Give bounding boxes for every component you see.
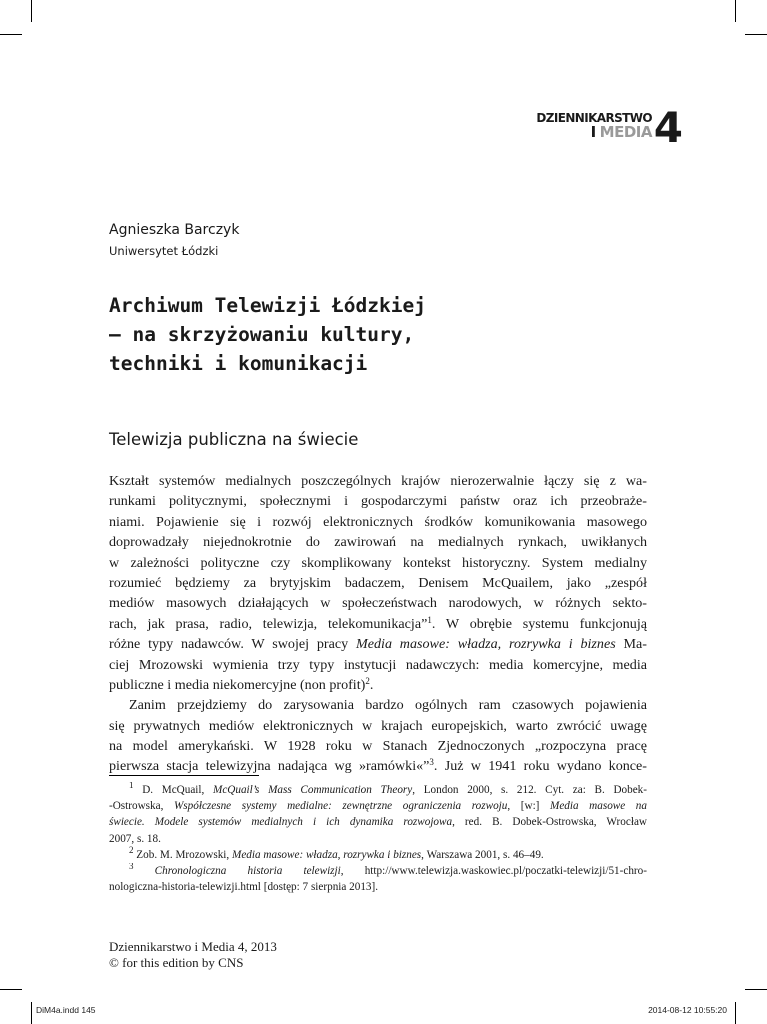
body-text: .	[369, 676, 374, 693]
body-text: . W obrębie systemu funkcjonują	[431, 615, 647, 632]
footnote-line	[109, 863, 647, 879]
author-name: Agnieszka Barczyk	[109, 222, 240, 238]
footnote-italic: Media masowe: władza, rozrywka i biznes	[232, 848, 422, 861]
title-line: techniki i komunikacji	[109, 352, 368, 375]
body-line: na model amerykański. W 1928 roku w Stanach Zjednoczonych „rozpoczyna pracę	[109, 738, 647, 755]
body-line: mediów masowych działających w społeczeństwach narodowych, w różnych sekto-	[109, 595, 647, 612]
section-heading: Telewizja publiczna na świecie	[109, 430, 359, 449]
footnote-url[interactable]: , http://www.telewizja.waskowiec.pl/poczatki-telewizji/51-chro-	[340, 864, 647, 877]
body-line: rozumieć będziemy za brytyjskim badaczem, Denisem McQuailem, jako „zespół	[109, 574, 647, 591]
footnote-ref[interactable]: 1	[427, 614, 432, 625]
footnote-italic: McQuail’s Mass Communication Theory	[213, 784, 413, 796]
footnote-italic: Chronologiczna historia telewizji	[154, 864, 341, 877]
article-title	[109, 291, 629, 378]
slug-filename: DiM4a.indd 145	[36, 1005, 96, 1015]
article-body	[109, 471, 647, 777]
body-line: runkami politycznymi, społecznymi i gospodarczymi państw oraz ich przeobraże-	[109, 493, 647, 510]
page-footer	[109, 939, 277, 971]
body-line	[109, 756, 647, 776]
footnote-text: , London 2000, s. 212. Cyt. za: B. Dobek-	[412, 784, 647, 796]
crop-mark	[745, 989, 767, 990]
body-line: się prywatnych mediów elektronicznych w krajach europejskich, warto zwrócić uwagę	[109, 717, 647, 734]
footer-journal: Dziennikarstwo i Media 4, 2013	[109, 939, 277, 954]
body-line	[109, 675, 647, 695]
author-affiliation: Uniwersytet Łódzki	[109, 244, 219, 258]
book-title: Media masowe: władza, rozrywka i biznes	[355, 636, 616, 653]
crop-mark	[0, 34, 22, 35]
crop-mark	[735, 0, 736, 22]
footnote-italic: świecie. Modele systemów medialnych i ich dynamika rozwojowa	[109, 816, 453, 829]
footnote-line: nologiczna-historia-telewizji.html [dostęp: 7 sierpnia 2013].	[109, 881, 379, 894]
journal-logo-prefix: I	[590, 123, 596, 141]
footnote-ref[interactable]: 3	[429, 757, 434, 768]
footnote-separator	[109, 775, 259, 776]
footnote-text: , Warszawa 2001, s. 46–49.	[421, 848, 544, 861]
body-line: Kształt systemów medialnych poszczególnych krajów nierozerwalnie łączy się z wa-	[109, 473, 647, 489]
title-line: — na skrzyżowaniu kultury,	[109, 323, 415, 346]
footnote-ref[interactable]: 2	[365, 675, 370, 686]
footnote-number: 3	[129, 862, 134, 871]
footnote-line	[109, 814, 647, 830]
journal-logo-number: 4	[653, 103, 681, 152]
body-text: . Już w 1941 roku wydano konce-	[433, 758, 647, 775]
footnote-line: 2007, s. 18.	[109, 832, 161, 845]
footnote-line	[109, 782, 647, 798]
body-line: doprowadzały niejednokrotnie do zawirowań na medialnych rynkach, uwikłanych	[109, 534, 647, 551]
body-line: niami. Pojawienie się i rozwój elektronicznych środków komunikowania masowego	[109, 513, 647, 530]
footer-copyright: © for this edition by CNS	[109, 955, 244, 970]
footnote-italic: Media masowe na	[550, 800, 647, 813]
crop-mark	[31, 1002, 32, 1024]
footnote-text: -Ostrowska,	[109, 800, 174, 813]
footnote-number: 2	[129, 844, 134, 855]
body-text: publiczne i media niekomercyjne (non profit)	[109, 676, 366, 693]
body-text: pierwsza stacja telewizyjna nadająca wg »ramówki«”	[109, 758, 430, 775]
footnote-line	[109, 798, 647, 814]
footnote-italic: Współczesne systemy medialne: zewnętrzne ograniczenia rozwoju	[173, 800, 508, 813]
body-line	[109, 614, 647, 634]
crop-mark	[0, 989, 22, 990]
journal-logo-line2	[536, 124, 652, 140]
footnotes	[109, 782, 647, 895]
body-text: rach, jak prasa, radio, telewizja, telekomunikacja”	[109, 615, 428, 632]
body-text: różne typy nadawców. W swojej pracy	[109, 636, 356, 653]
crop-mark	[31, 0, 32, 22]
footnote-text: , red. B. Dobek-Ostrowska, Wrocław	[452, 816, 647, 829]
slug-timestamp: 2014-08-12 10:55:20	[648, 1005, 727, 1015]
body-line	[109, 634, 647, 654]
body-line: ciej Mrozowski wymienia trzy typy instytucji nadawczych: media komercyjne, media	[109, 656, 647, 673]
footnote-line	[109, 844, 647, 863]
title-line: Archiwum Telewizji Łódzkiej	[109, 294, 426, 317]
body-line: Zanim przejdziemy do zarysowania bardzo ogólnych ram czasowych pojawienia	[129, 697, 647, 714]
footnote-text: Zob. M. Mrozowski,	[136, 848, 233, 861]
journal-logo	[536, 112, 652, 140]
body-line: w zależności polityczne czy skomplikowany kontekst historyczny. System medialny	[109, 554, 647, 571]
crop-mark	[735, 1002, 736, 1024]
journal-logo-line1: DZIENNIKARSTWO	[536, 111, 652, 125]
body-text: Ma-	[615, 636, 647, 653]
journal-logo-media: MEDIA	[599, 123, 652, 141]
footnote-number: 1	[129, 782, 134, 790]
crop-mark	[745, 34, 767, 35]
footnote-text: D. McQuail,	[142, 784, 213, 796]
footnote-text: , [w:]	[507, 800, 550, 813]
